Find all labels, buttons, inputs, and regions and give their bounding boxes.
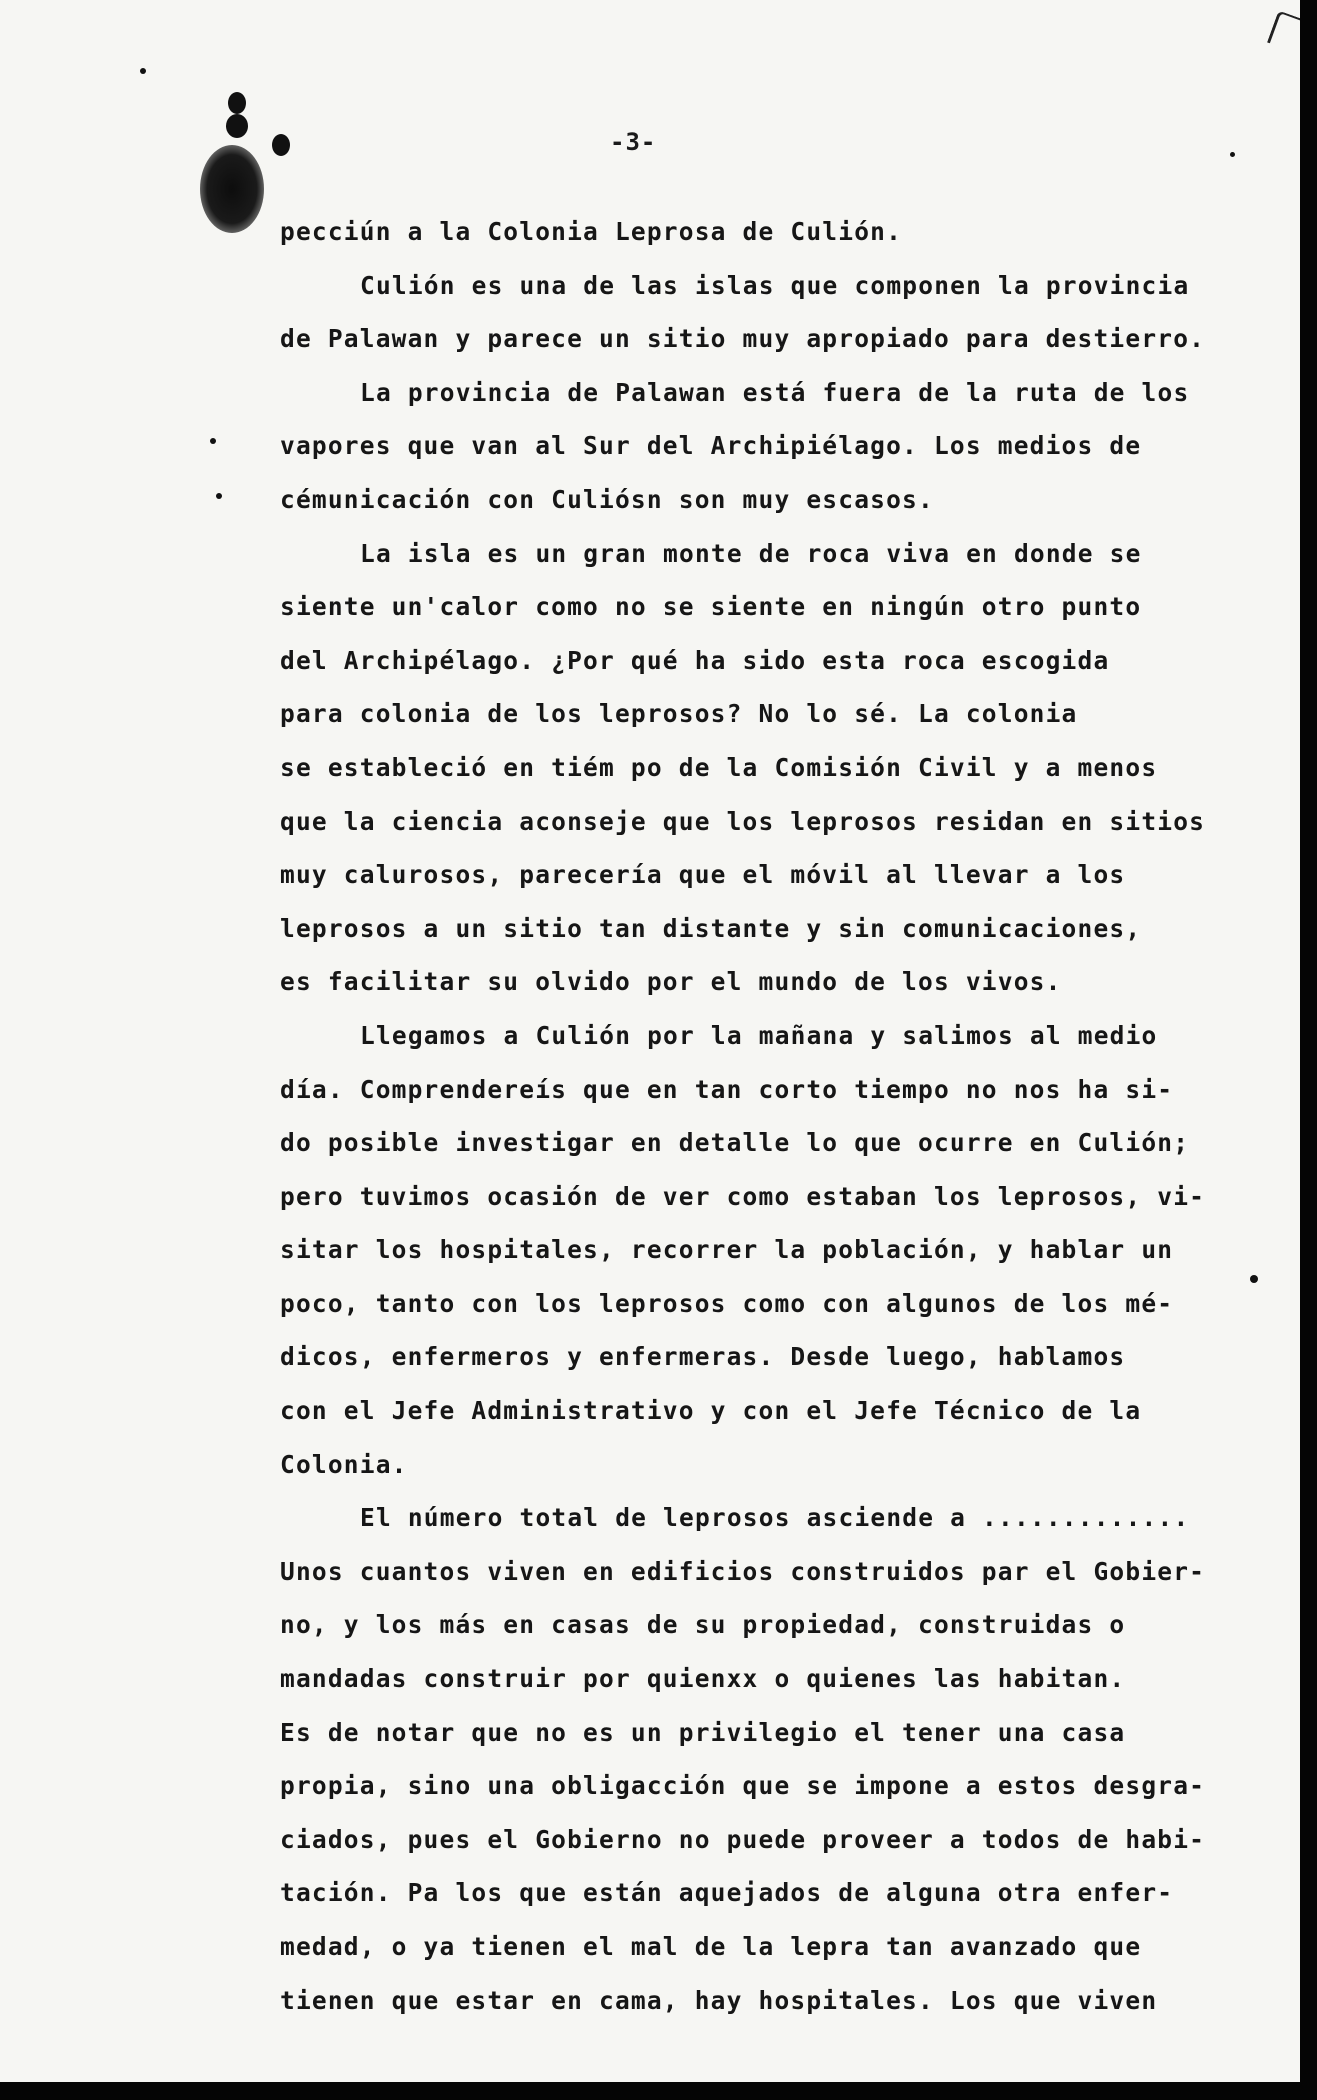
speck [140,68,146,74]
speck [1230,152,1235,157]
text-line: se estableció en tiém po de la Comisión Civil y a menos [280,752,1158,782]
speck [216,493,222,499]
scan-border-right [1300,0,1317,2100]
scan-border-bottom [0,2082,1317,2100]
corner-fold-mark [1267,10,1300,51]
text-line: que la ciencia aconseje que los leprosos residan en sitios [280,806,1206,836]
ink-dot [228,92,246,114]
text-line: cémunicación con Culiósn son muy escasos. [280,484,934,514]
ink-dot [272,134,290,156]
text-line: medad, o ya tienen el mal de la lepra tan avanzado que [280,1932,1142,1961]
body-text [280,205,1206,2027]
text-line: do posible investigar en detalle lo que ocurre en Culión; [280,1128,1190,1158]
speck [210,438,216,444]
ink-blot [200,145,264,233]
text-line: no, y los más en casas de su propiedad, construidas o [280,1610,1126,1640]
text-line: Culión es una de las islas que componen la provincia [360,270,1190,300]
text-line: propia, sino una obligacción que se impone a estos desgra- [280,1771,1206,1801]
text-line: Llegamos a Culión por la mañana y salimos al medio [360,1020,1158,1050]
text-line: tienen que estar en cama, hay hospitales. Los que viven [280,1985,1158,2015]
text-line: día. Comprendereís que en tan corto tiempo no nos ha si- [280,1074,1174,1104]
text-line: pero tuvimos ocasión de ver como estaban los leprosos, vi- [280,1181,1206,1211]
text-line: dicos, enfermeros y enfermeras. Desde luego, hablamos [280,1342,1126,1372]
text-line: tación. Pa los que están aquejados de alguna otra enfer- [280,1878,1174,1908]
text-line: del Archipélago. ¿Por qué ha sido esta roca escogida [280,645,1110,675]
text-line: es facilitar su olvido por el mundo de los vivos. [280,967,1062,997]
text-line: de Palawan y parece un sitio muy apropiado para destierro. [280,324,1206,354]
text-line: Es de notar que no es un privilegio el tener una casa [280,1717,1126,1747]
text-line: La provincia de Palawan está fuera de la ruta de los [360,377,1190,407]
text-line: para colonia de los leprosos? No lo sé. La colonia [280,699,1078,729]
text-line: leprosos a un sitio tan distante y sin comunicaciones, [280,913,1142,943]
ink-dot [226,114,248,138]
text-line: sitar los hospitales, recorrer la población, y hablar un [280,1235,1174,1265]
page-number: -3- [610,128,657,156]
text-line: muy calurosos, parecería que el móvil al llevar a los [280,860,1126,890]
text-line: vapores que van al Sur del Archipiélago. Los medios de [280,431,1142,461]
text-line: con el Jefe Administrativo y con el Jefe Técnico de la [280,1396,1142,1426]
text-line: La isla es un gran monte de roca viva en donde se [360,538,1142,568]
text-line: Colonia. [280,1449,408,1479]
text-line: pecciún a la Colonia Leprosa de Culión. [280,217,903,246]
text-line: poco, tanto con los leprosos como con algunos de los mé- [280,1288,1174,1318]
text-line: Unos cuantos viven en edificios construidos par el Gobier- [280,1556,1206,1586]
speck [1250,1275,1258,1283]
text-line: El número total de leprosos asciende a ............. [360,1503,1190,1533]
text-line: siente un'calor como no se siente en ningún otro punto [280,592,1142,622]
text-line: ciados, pues el Gobierno no puede proveer a todos de habi- [280,1824,1206,1854]
text-line: mandadas construir por quienxx o quienes las habitan. [280,1664,1126,1694]
